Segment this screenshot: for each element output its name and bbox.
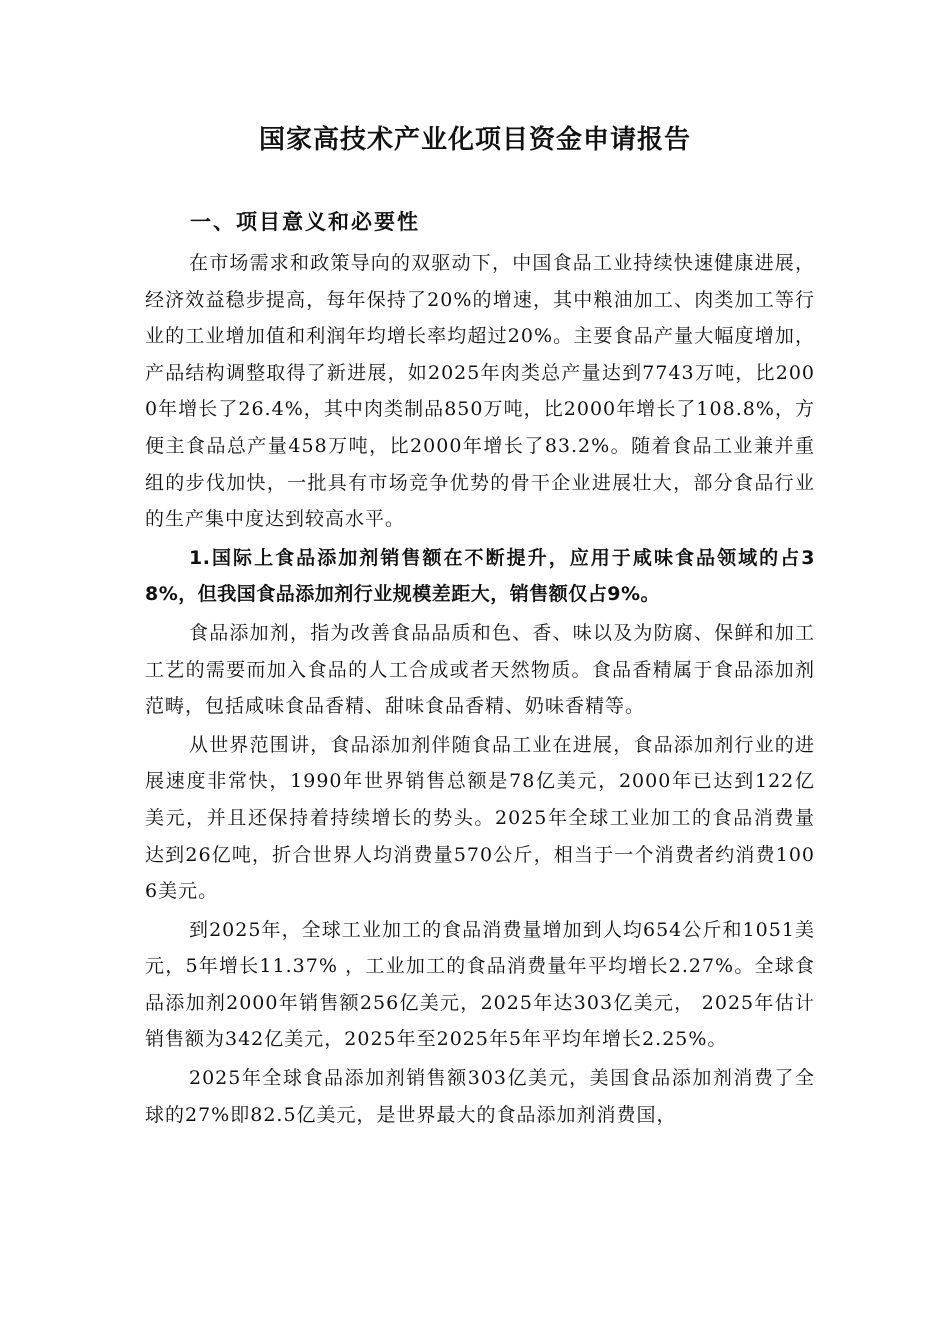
paragraph-additive-definition: 食品添加剂，指为改善食品品质和色、香、味以及为防腐、保鲜和加工工艺的需要而加入食品的人工合成或者天然物质。食品香精属于食品添加剂范畴，包括咸味食品香精、甜味食品香精、奶味香精等。 — [145, 621, 815, 718]
document-body — [145, 245, 815, 1133]
paragraph-world-market: 从世界范围讲，食品添加剂伴随食品工业在进展，食品添加剂行业的进展速度非常快，1990年世界销售总额是78亿美元，2000年已达到122亿美元，并且还保持着持续增长的势头。2025年全球工业加工的食品消费量达到26亿吨，折合世界人均消费量570公斤，相当于一个消费者约消费1006美元。 — [145, 733, 815, 903]
document-title: 国家高技术产业化项目资金申请报告 — [258, 125, 691, 155]
paragraph-industry-overview: 在市场需求和政策导向的双驱动下，中国食品工业持续快速健康进展，经济效益稳步提高，每年保持了20%的增速，其中粮油加工、肉类加工等行业的工业增加值和利润年均增长率均超过20%。主要食品产量大幅度增加，产品结构调整取得了新进展，如2025年肉类总产量达到7743万吨，比2000年增长了26.4%，其中肉类制品850万吨，比2000年增长了108.8%，方便主食品总产量458万吨，比2000年增长了83.2%。随着食品工业兼并重组的步伐加快，一批具有市场竞争优势的骨干企业进展壮大，部分食品行业的生产集中度达到较高水平。 — [145, 252, 815, 531]
section-heading: 一、项目意义和必要性 — [190, 210, 420, 234]
paragraph-consumption-growth: 到2025年，全球工业加工的食品消费量增加到人均654公斤和1051美元，5年增长11.37% ，工业加工的食品消费量年平均增长2.27%。全球食品添加剂2000年销售额256亿美元，2025年达303亿美元， 2025年估计销售额为342亿美元，2025年至2025年5年平均年增长2.25%。 — [145, 918, 815, 1051]
paragraph-us-consumption: 2025年全球食品添加剂销售额303亿美元，美国食品添加剂消费了全球的27%即82.5亿美元，是世界最大的食品添加剂消费国， — [145, 1067, 815, 1126]
subheading-additive-sales: 1.国际上食品添加剂销售额在不断提升，应用于咸味食品领域的占38%，但我国食品添加剂行业规模差距大，销售额仅占9%。 — [145, 546, 815, 606]
